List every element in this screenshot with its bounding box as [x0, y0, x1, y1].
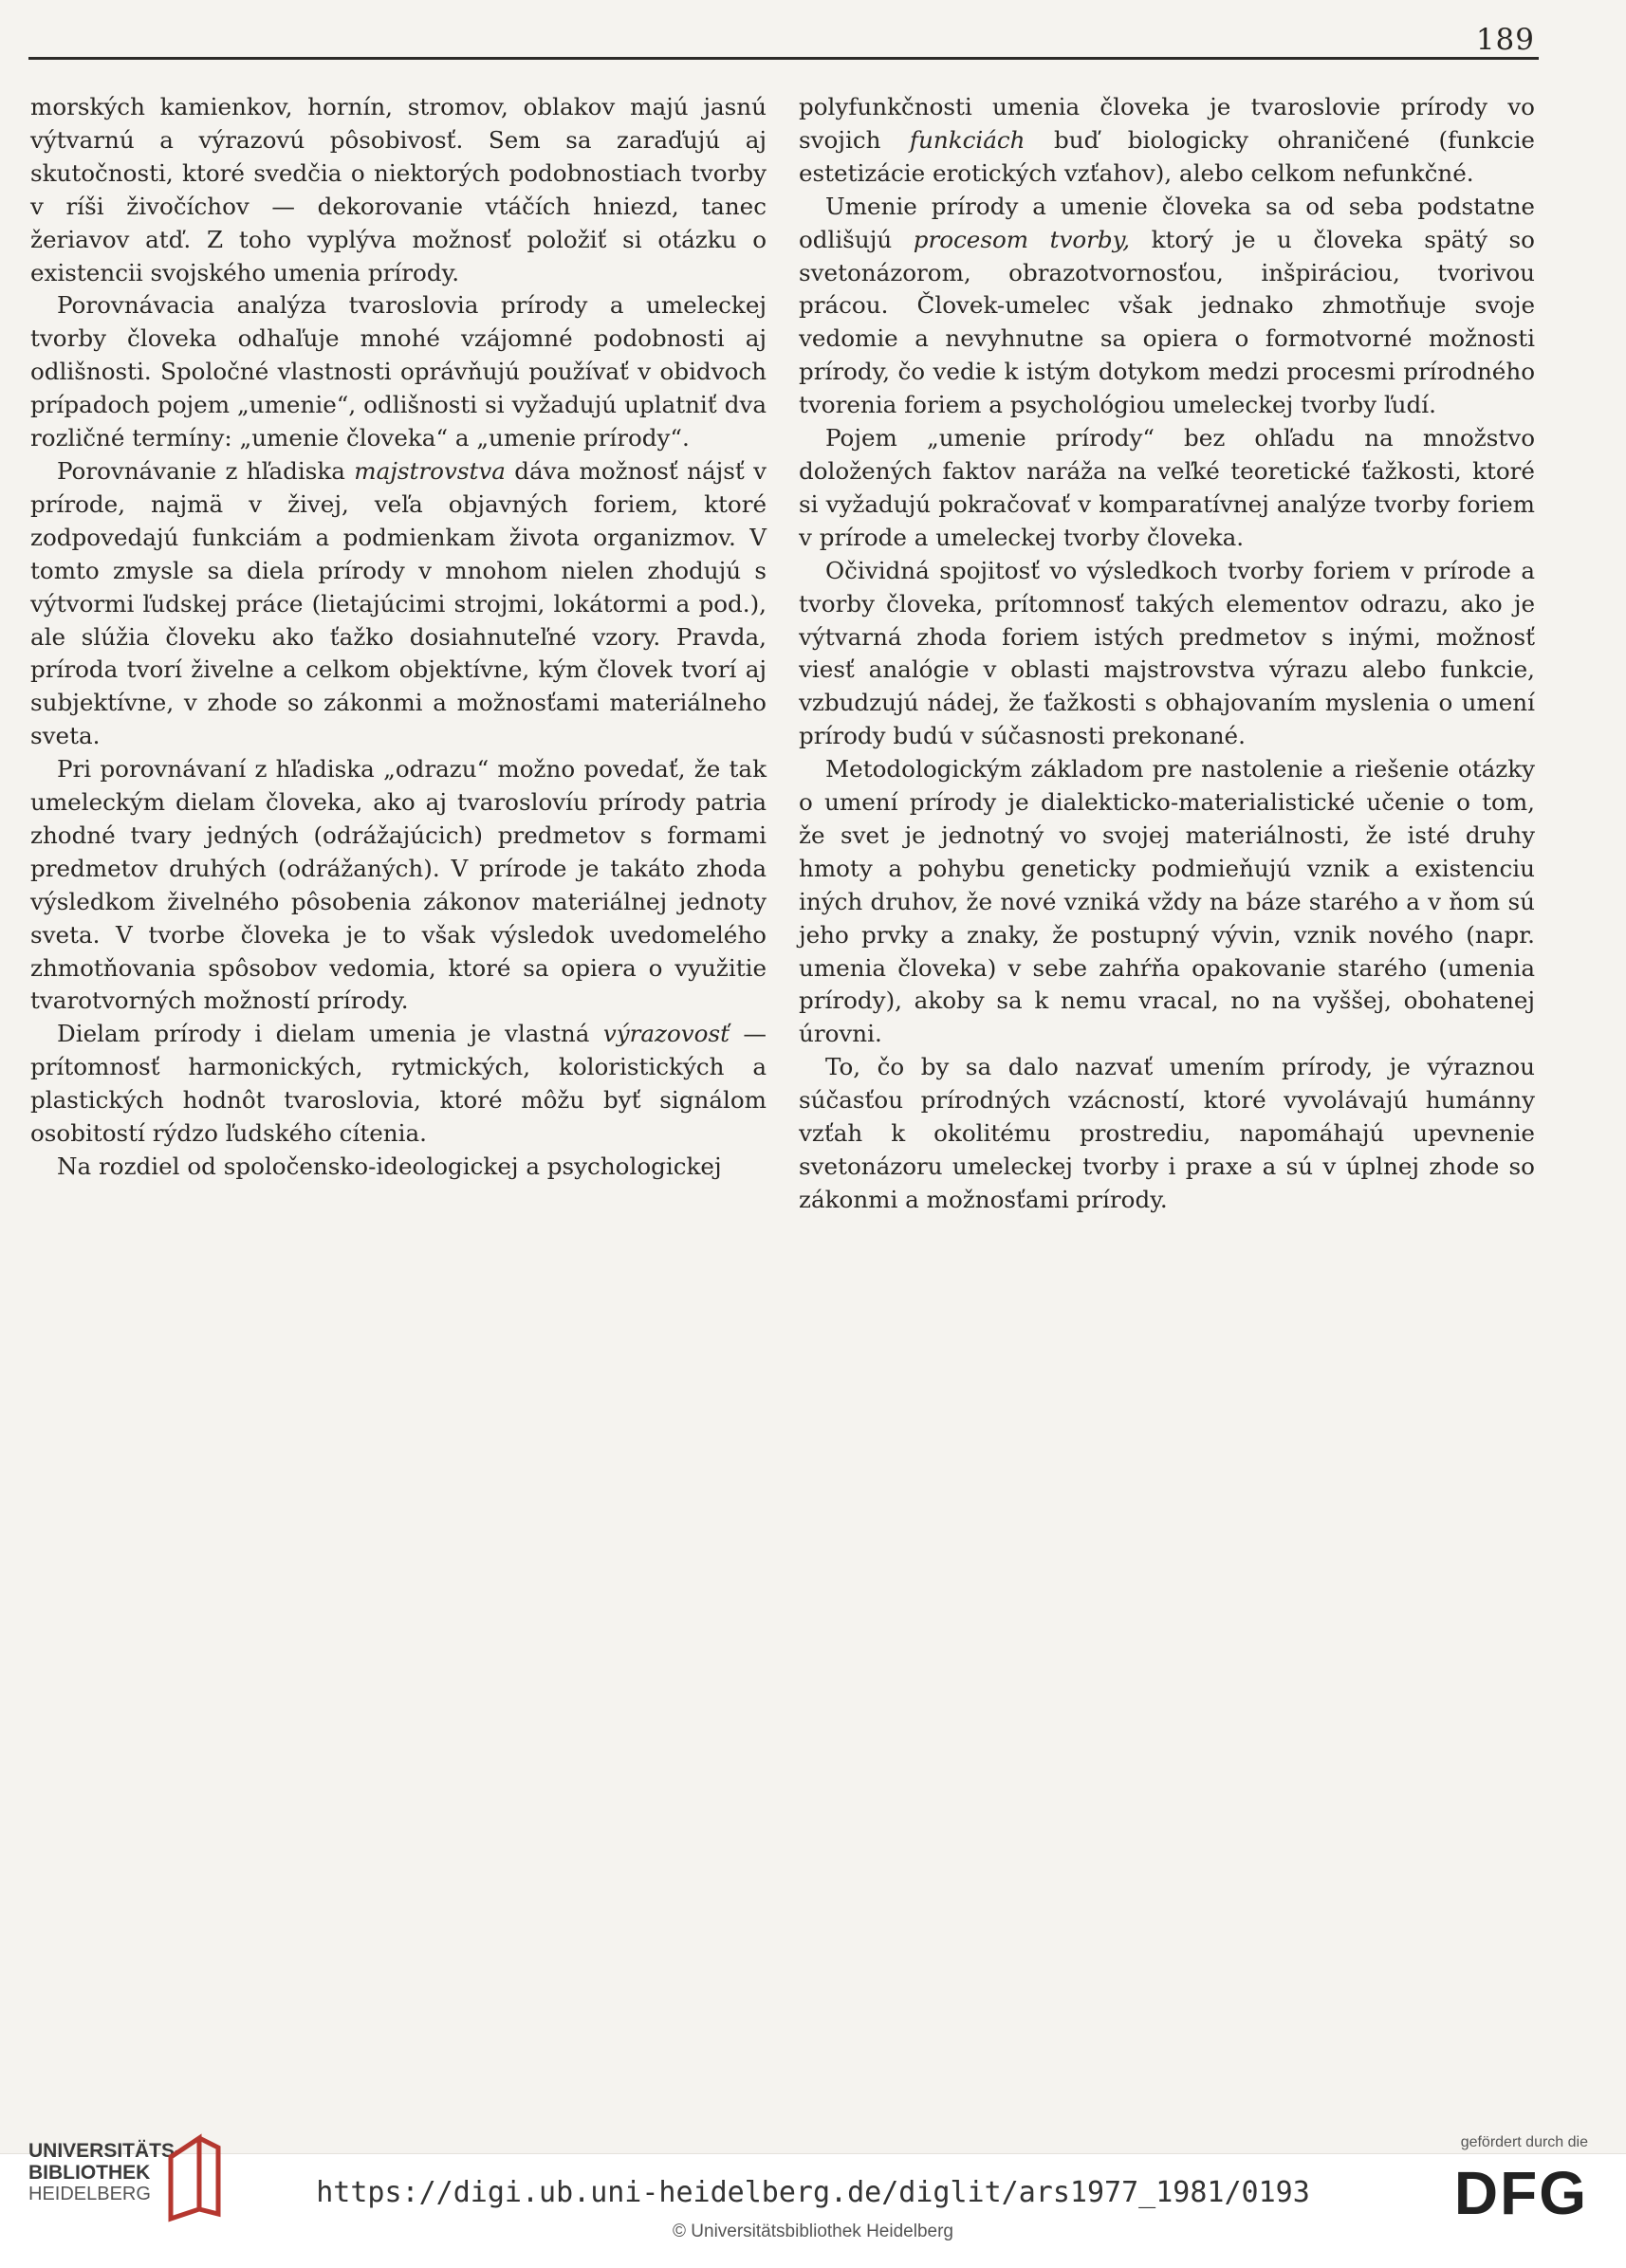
emphasized-term: majstrovstva	[354, 456, 506, 485]
dfg-logo[interactable]: DFG	[1453, 2159, 1588, 2227]
page-number: 189	[1475, 23, 1535, 57]
library-name-line2: BIBLIOTHEK	[28, 2162, 151, 2184]
paragraph: To, čo by sa dalo nazvať umením prírody, je výraznou súčasťou prírodných vzácností, ktoré vyvolávajú humánny vzťah k okolitému prostrediu, napomáhajú upevnenie svetonázoru umeleckej tvorby i praxe a sú v úplnej zhode so zákonmi a možnosťami prírody.	[799, 1053, 1535, 1213]
paragraph-text: dáva možnosť nájsť v prírode, najmä v živej, veľa objavných foriem, ktoré zodpovedajú funkciám a podmienkam života organizmov. V tomto zmysle sa diela prírody v mnohom nielen zhodujú s výtvormi ľudskej práce (lietajúcimi strojmi, lokátormi a pod.), ale slúžia človeku ako ťažko dosiahnuteľné vzory. Pravda, príroda tvorí živelne a celkom objektívne, kým človek tvorí aj subjektívne, v zhode so zákonmi a možnosťami materiálneho sveta.	[30, 456, 767, 750]
funder-label: gefördert durch die	[1460, 2134, 1588, 2150]
paragraph	[30, 455, 767, 753]
library-name-line3: HEIDELBERG	[28, 2184, 151, 2204]
library-name-line1: UNIVERSITÄTS-	[28, 2140, 182, 2162]
paragraph-text: buď biologicky ohraničené (funkcie estetizácie erotických vzťahov), alebo celkom nefunkčné.	[799, 125, 1535, 187]
paragraph: Na rozdiel od spoločensko-ideologickej a psychologickej	[57, 1152, 722, 1180]
left-column	[30, 91, 767, 1184]
paragraph: Porovnávacia analýza tvaroslovia prírody a umeleckej tvorby človeka odhaľuje mnohé vzájomné podobnosti aj odlišnosti. Spoločné vlastnosti oprávňujú používať v obidvoch prípadoch pojem „umenie“, odlišnosti si vyžadujú uplatniť dva rozličné termíny: „umenie človeka“ a „umenie prírody“.	[30, 291, 767, 452]
paragraph	[799, 191, 1535, 422]
permalink-url[interactable]: https://digi.ub.uni-heidelberg.de/diglit/ars1977_1981/0193	[316, 2176, 1310, 2209]
paragraph: Pojem „umenie prírody“ bez ohľadu na množstvo doložených faktov naráža na veľké teoretické ťažkosti, ktoré si vyžadujú pokračovať v komparatívnej analýze tvorby foriem v prírode a umeleckej tvorby človeka.	[799, 424, 1535, 551]
paragraph-text: Umenie prírody a umenie človeka sa od seba podstatne odlišujú	[799, 192, 1535, 253]
paragraph	[799, 91, 1535, 191]
copyright-notice: © Universitätsbibliothek Heidelberg	[673, 2222, 953, 2241]
right-column	[799, 91, 1535, 1217]
footer-bar	[0, 2153, 1626, 2268]
paragraph: morských kamienkov, hornín, stromov, oblakov majú jasnú výtvarnú a výrazovú pôsobivosť. Sem sa zaraďujú aj skutočnosti, ktoré svedčia o niektorých podobnostiach tvorby v ríši živočíchov — dekorovanie vtáčích hniezd, tanec žeriavov atď. Z toho vyplýva možnosť položiť si otázku o existencii svojského umenia prírody.	[30, 93, 767, 286]
paragraph-text: — prítomnosť harmonických, rytmických, koloristických a plastických hodnôt tvaroslovia, ktoré môžu byť signálom osobitostí rýdzo ľudského cítenia.	[30, 1020, 767, 1148]
paragraph: Očividná spojitosť vo výsledkoch tvorby foriem v prírode a tvorby človeka, prítomnosť takých elementov odrazu, ako je výtvarná zhoda foriem istých predmetov s inými, možnosť viesť analógie v oblasti majstrovstva výrazu alebo funkcie, vzbudzujú nádej, že ťažkosti s obhajovaním myslenia o umení prírody budú v súčasnosti prekonané.	[799, 556, 1535, 750]
paragraph-text: Dielam prírody i dielam umenia je vlastná	[57, 1020, 603, 1048]
header-rule	[28, 57, 1539, 60]
emphasized-term: výrazovosť	[602, 1020, 730, 1048]
paragraph	[30, 1018, 767, 1151]
paragraph-text: polyfunkčnosti umenia človeka je tvaroslovie prírody vo svojich	[799, 93, 1535, 154]
emphasized-term: funkciách	[909, 125, 1025, 154]
paragraph-text: ktorý je u človeka spätý so svetonázorom, obrazotvornosťou, inšpiráciou, tvorivou prácou. Človek-umelec však jednako zhmotňuje svoje vedomie a nevyhnutne sa opiera o formotvorné možnosti prírody, čo vedie k istým dotykom medzi procesmi prírodného tvorenia foriem a psychológiou umeleckej tvorby ľudí.	[799, 225, 1535, 419]
paragraph-text: Porovnávanie z hľadiska	[57, 456, 355, 485]
paragraph: Metodologickým základom pre nastolenie a riešenie otázky o umení prírody je dialekticko-materialistické učenie o tom, že svet je jednotný vo svojej materiálnosti, že isté druhy hmoty a pohybu geneticky podmieňujú vznik a existenciu iných druhov, že nové vzniká vždy na báze starého a v ňom sú jeho prvky a znaky, že postupný vývin, vznik nového (napr. umenia človeka) v sebe zahŕňa opakovanie starého (umenia prírody), akoby sa k nemu vracal, no na vyššej, obohatenej úrovni.	[799, 755, 1535, 1048]
emphasized-term: procesom tvorby,	[913, 225, 1131, 253]
paragraph: Pri porovnávaní z hľadiska „odrazu“ možno povedať, že tak umeleckým dielam človeka, ako aj tvaroslovíu prírody patria zhodné tvary jedných (odrážajúcich) predmetov s formami predmetov druhých (odrážaných). V prírode je takáto zhoda výsledkom živelného pôsobenia zákonov materiálnej jednoty sveta. V tvorbe človeka je to však výsledok uvedomelého zhmotňovania spôsobov vedomia, ktoré sa opiera o využitie tvarotvorných možností prírody.	[30, 755, 767, 1015]
